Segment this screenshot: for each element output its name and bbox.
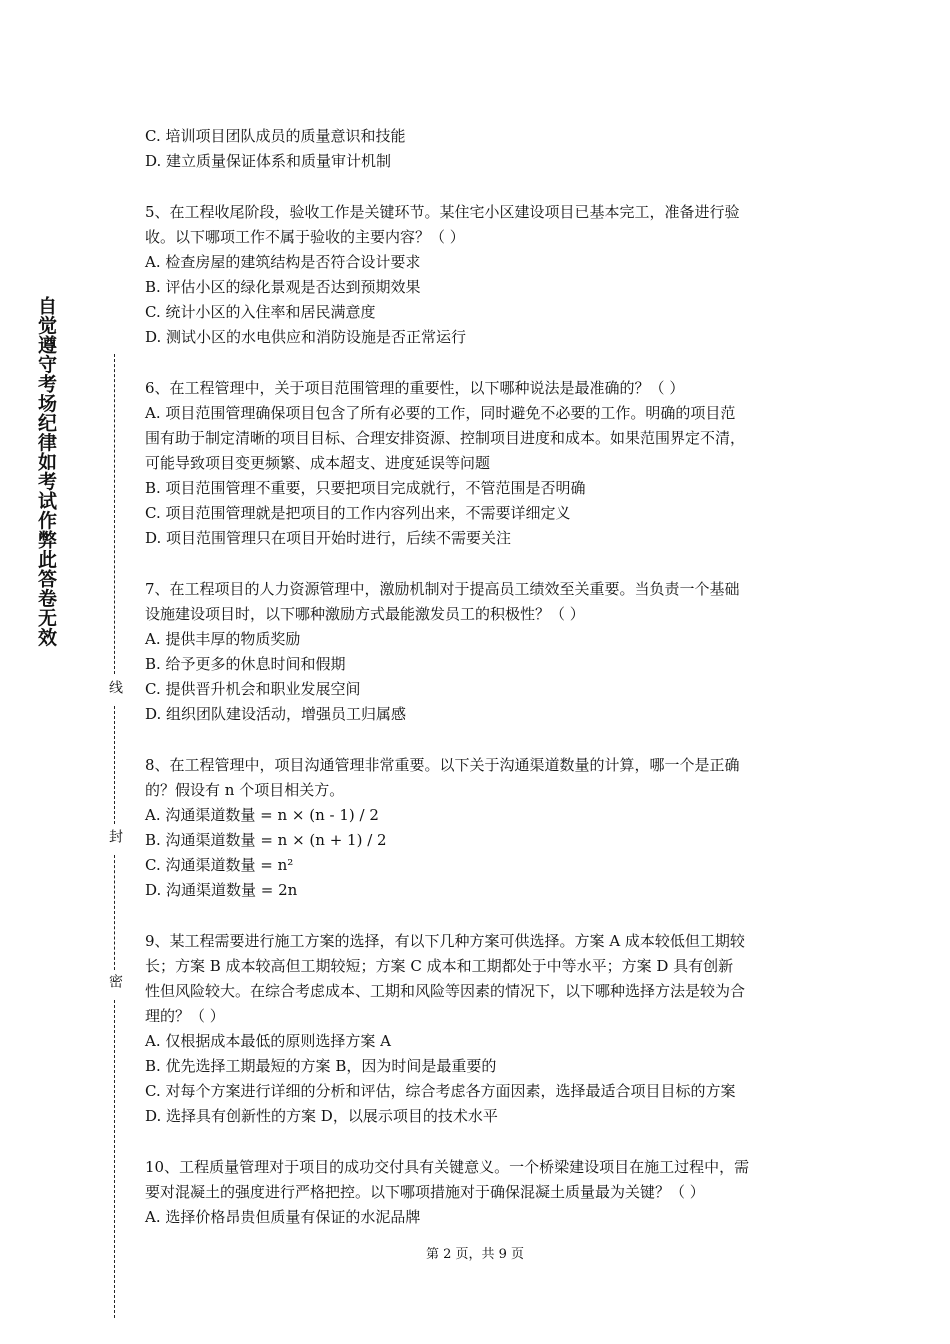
answer-option: A. 选择价格昂贵但质量有保证的水泥品牌 xyxy=(145,1208,421,1226)
question-stem-line: 9、某工程需要进行施工方案的选择，有以下几种方案可供选择。方案 A 成本较低但工期较 xyxy=(145,932,745,950)
answer-option: D. 选择具有创新性的方案 D，以展示项目的技术水平 xyxy=(145,1107,498,1125)
answer-option: C. 培训项目团队成员的质量意识和技能 xyxy=(145,127,406,145)
answer-option: B. 项目范围管理不重要，只要把项目完成就行，不管范围是否明确 xyxy=(145,479,586,497)
answer-option: A. 提供丰厚的物质奖励 xyxy=(145,630,301,648)
question-stem-line: 要对混凝土的强度进行严格把控。以下哪项措施对于确保混凝土质量最为关键？（ ） xyxy=(145,1183,705,1201)
binding-mark-mi: 密 xyxy=(107,974,123,988)
binding-dashed-line xyxy=(114,855,115,970)
answer-option: D. 建立质量保证体系和质量审计机制 xyxy=(145,152,392,170)
question-stem-line: 收。以下哪项工作不属于验收的主要内容？（ ） xyxy=(145,228,465,246)
answer-option: C. 对每个方案进行详细的分析和评估，综合考虑各方面因素，选择最适合项目目标的方案 xyxy=(145,1082,736,1100)
answer-option: B. 优先选择工期最短的方案 B，因为时间是最重要的 xyxy=(145,1057,497,1075)
answer-option: A. 检查房屋的建筑结构是否符合设计要求 xyxy=(145,253,421,271)
question-q7 xyxy=(145,577,813,727)
question-stem-line: 8、在工程管理中，项目沟通管理非常重要。以下关于沟通渠道数量的计算，哪一个是正确 xyxy=(145,756,740,774)
answer-option: A. 仅根据成本最低的原则选择方案 A xyxy=(145,1032,391,1050)
binding-dashed-line xyxy=(114,354,115,674)
binding-dashed-line xyxy=(114,706,115,824)
question-q10 xyxy=(145,1155,813,1230)
binding-mark-xian: 线 xyxy=(107,680,123,694)
question-q9 xyxy=(145,929,813,1129)
answer-option: C. 项目范围管理就是把项目的工作内容列出来，不需要详细定义 xyxy=(145,504,571,522)
answer-option: B. 评估小区的绿化景观是否达到预期效果 xyxy=(145,278,421,296)
question-stem-line: 性但风险较大。在综合考虑成本、工期和风险等因素的情况下，以下哪种选择方法是较为合 xyxy=(145,982,746,1000)
answer-option: B. 沟通渠道数量 = n × (n + 1) / 2 xyxy=(145,831,387,849)
answer-option: C. 沟通渠道数量 = n² xyxy=(145,856,294,874)
answer-option: C. 提供晋升机会和职业发展空间 xyxy=(145,680,361,698)
answer-option: A. 沟通渠道数量 = n × (n - 1) / 2 xyxy=(145,806,379,824)
answer-option: B. 给予更多的休息时间和假期 xyxy=(145,655,346,673)
question-content xyxy=(145,124,813,1256)
answer-option: D. 组织团队建设活动，增强员工归属感 xyxy=(145,705,407,723)
question-stem-line: 6、在工程管理中，关于项目范围管理的重要性，以下哪种说法是最准确的？（ ） xyxy=(145,379,685,397)
question-stem-line: 10、工程质量管理对于项目的成功交付具有关键意义。一个桥梁建设项目在施工过程中，需 xyxy=(145,1158,750,1176)
question-q6 xyxy=(145,376,813,551)
answer-option: A. 项目范围管理确保项目包含了所有必要的工作，同时避免不必要的工作。明确的项目范 xyxy=(145,404,736,422)
question-stem-line: 长；方案 B 成本较高但工期较短；方案 C 成本和工期都处于中等水平；方案 D 具有创新 xyxy=(145,957,734,975)
question-stem-line: 7、在工程项目的人力资源管理中，激励机制对于提高员工绩效至关重要。当负责一个基础 xyxy=(145,580,740,598)
answer-option: D. 项目范围管理只在项目开始时进行，后续不需要关注 xyxy=(145,529,512,547)
page-footer: 第 2 页，共 9 页 xyxy=(425,1247,525,1262)
question-stem-line: 5、在工程收尾阶段，验收工作是关键环节。某住宅小区建设项目已基本完工，准备进行验 xyxy=(145,203,740,221)
binding-mark-feng: 封 xyxy=(107,829,123,843)
question-stem-line: 理的？（ ） xyxy=(145,1007,225,1025)
answer-option: 可能导致项目变更频繁、成本超支、进度延误等问题 xyxy=(145,454,491,472)
exam-integrity-notice: 自觉遵守考场纪律如考试作弊此答卷无效 xyxy=(35,296,57,647)
question-q4-continued xyxy=(145,124,813,174)
question-stem-line: 设施建设项目时，以下哪种激励方式最能激发员工的积极性？（ ） xyxy=(145,605,585,623)
answer-option: D. 测试小区的水电供应和消防设施是否正常运行 xyxy=(145,328,467,346)
binding-dashed-line xyxy=(114,1000,115,1318)
answer-option: 围有助于制定清晰的项目目标、合理安排资源、控制项目进度和成本。如果范围界定不清， xyxy=(145,429,746,447)
question-q5 xyxy=(145,200,813,350)
answer-option: D. 沟通渠道数量 = 2n xyxy=(145,881,298,899)
question-stem-line: 的？假设有 n 个项目相关方。 xyxy=(145,781,345,799)
answer-option: C. 统计小区的入住率和居民满意度 xyxy=(145,303,376,321)
question-q8 xyxy=(145,753,813,903)
